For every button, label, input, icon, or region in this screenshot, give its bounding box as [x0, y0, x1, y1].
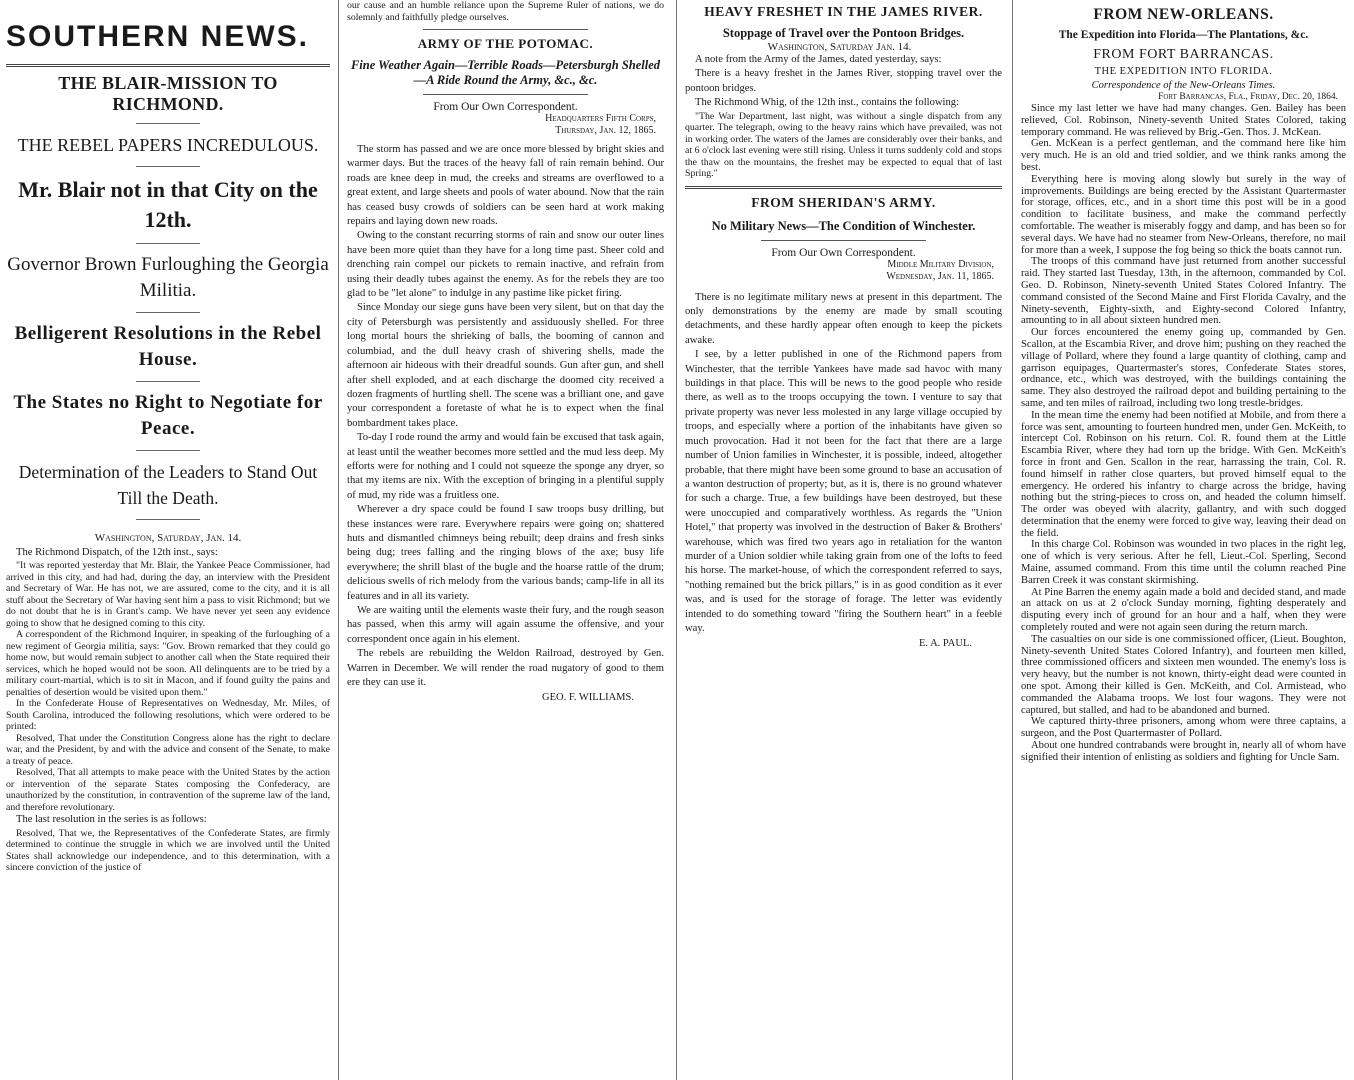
rule: [423, 94, 588, 95]
column-southern-news: [0, 0, 336, 1080]
headline-sheridans-army: FROM SHERIDAN'S ARMY.: [751, 194, 936, 210]
paragraph: There is no legitimate military news at present in this department. The only demonstrations by the enemy are made by small scouting detachments, and these hardly appear often enough to keep the pickets awake.: [685, 291, 1002, 346]
dateline: Washington, Saturday, Jan. 14.: [94, 532, 242, 544]
signature: E. A. PAUL.: [919, 638, 972, 650]
headline-expedition-florida: THE EXPEDITION INTO FLORIDA.: [1094, 66, 1273, 77]
paragraph: The Richmond Dispatch, of the 12th inst., says:: [16, 547, 218, 558]
correspondent-line: From Our Own Correspondent.: [433, 101, 578, 113]
paragraph: In the Confederate House of Representatives on Wednesday, Mr. Miles, of South Carolina, introduced the following resolutions, which were ordered to be printed:: [6, 698, 330, 733]
paragraph: The rebels are rebuilding the Weldon Railroad, destroyed by Gen. Warren in December. We will render the road nugatory of good to them ere they can use it.: [347, 648, 664, 689]
paragraph: There is a heavy freshet in the James River, stopping travel over the pontoon bridges.: [685, 68, 1002, 94]
paragraph: A note from the Army of the James, dated yesterday, says:: [695, 54, 942, 65]
masthead-southern-news: SOUTHERN NEWS.: [6, 20, 310, 53]
headline-blair-mission: THE BLAIR-MISSION TO RICHMOND.: [58, 73, 278, 114]
paragraph: Resolved, That we, the Representatives of the Confederate States, are firmly determined to continue the struggle in which we are involved until the United States shall acknowledge our independence, and to this determination, with a sincere conviction of the justice of: [6, 827, 330, 874]
subheadline-stoppage: Stoppage of Travel over the Pontoon Bridges.: [722, 26, 965, 40]
headline-army-potomac: ARMY OF THE POTOMAC.: [417, 36, 594, 51]
paragraph: The last resolution in the series is as follows:: [16, 814, 207, 826]
column-james-river: [676, 0, 1010, 1080]
paragraph: "It was reported yesterday that Mr. Blair, the Yankee Peace Commissioner, had arrived in this city, and had had, during the day, an interview with the President and Secretary of War. He has not, we are assured, come to the city, and it is all stuff about the Secretary of War having sent him a pass to visit Richmond; but we do not doubt that he is in Grant's camp. We have never yet seen any evidence going to show that he designed coming to this city.: [6, 560, 330, 629]
paragraph: In the mean time the enemy had been notified at Mobile, and from there a force was sent, amounting to fourteen hundred men, under Gen. McKeith, to intercept Col. Robinson on his return. Col. R. found them at the Little Escambia River, where they had torn up the bridge. With Gen. McKeith's force in front and Gen. Scallon in the rear, harrassing the train, Col. R. found himself in rather close quarters, but proved himself equal to the emergency. He ordered his infantry to charge across the bridge, having nothing but the string-pieces to cross on, and headed the column himself. The order was obeyed with alacrity, gallantry, and with such dogged determination that the enemy were forced to give way, leaving their dead on the field.: [1021, 409, 1346, 539]
rule: [685, 186, 1002, 189]
subheadline-expedition: The Expedition into Florida—The Plantations, &c.: [1058, 29, 1309, 41]
paragraph: Since Monday our siege guns have been very silent, but on that day the city of Petersburgh was persistently and assiduously shelled. For three long mortal hours the shrieking of balls, the booming of cannon and columbiad, and the dull heavy crash of shivering shells, made the afternoon air hideous with their dreadful sounds. Gun after gun, and shell after shell exploded, and at each discharge the doomed city received a dozen fragments of hurtling shell. The scene was a brilliant one, and gave your correspondent a foretaste of what he is to expect when the final bombardment takes place.: [347, 302, 664, 429]
subheadline-fine-weather: Fine Weather Again—Terrible Roads—Petersburgh Shelled—A Ride Round the Army, &c., &c.: [350, 58, 661, 87]
headline-states-no-right: The States no Right to Negotiate for Peace.: [13, 392, 323, 439]
paragraph: The storm has passed and we are once more blessed by bright skies and warmer days. But the traces of the heavy fall of rain remain behind. Our roads are knee deep in mud, the creeks and streams are overflowed to a great extent, and large sheets and pools of water abound. Now that the rain has ceased busy crowds of soldiers can be seen hard at work making repairs and laying down new roads.: [347, 144, 664, 228]
rule: [136, 519, 201, 520]
paragraph: Since my last letter we have had many changes. Gen. Bailey has been relieved, Col. Robinson, Ninety-seventh United States Colored, taking temporary command. He was relieved by Brig.-Gen. Thos. J. McKean.: [1021, 103, 1346, 138]
dateline-division: Middle Military Division,: [887, 258, 994, 270]
headline-from-new-orleans: FROM NEW-ORLEANS.: [1093, 6, 1274, 23]
column-new-orleans: [1012, 0, 1354, 1080]
headline-determination: Determination of the Leaders to Stand Out Till the Death.: [18, 462, 318, 508]
headline-governor-brown: Governor Brown Furloughing the Georgia Militia.: [7, 254, 329, 301]
paragraph: Gen. McKean is a perfect gentleman, and the command here like him very much. He is an old and tried soldier, and we think ranks among the best.: [1021, 138, 1346, 173]
dateline: Washington, Saturday Jan. 14.: [767, 41, 912, 53]
rule: [136, 166, 201, 167]
paragraph: Owing to the constant recurring storms of rain and snow our outer lines have been more quiet than they have for a long time past. Sheer cold and drenching rain compel our pickets to remain inactive, and refrain from using their deadly tubes against the enemy. As for the rebels they are too glad to be "let alone" to indulge in any pastime like picket firing.: [347, 230, 664, 300]
rule: [136, 123, 201, 124]
paragraph: Wherever a dry space could be found I saw troops busy drilling, but these instances were rare. Everywhere repairs were going on; shattered huts and dismantled chimneys being rebuilt; deep drains and fresh sinks being dug; trees falling and the ringing blows of the axe; busy life everywhere; the shrill blast of the bugle and the hoarse rattle of the drum; delicious swells of rich melody from the various bands; camp-life in all its features and in all its variety.: [347, 504, 664, 602]
headline-fort-barrancas: FROM FORT BARRANCAS.: [1093, 47, 1274, 62]
paragraph: In this charge Col. Robinson was wounded in two places in the right leg, one of which is very serious. After he fell, Lieut.-Col. Sperling, Second Maine, assumed command. From this time until the column reached Pine Barren Creek it was constant skirmishing.: [1021, 539, 1346, 586]
signature: GEO. F. WILLIAMS.: [541, 692, 634, 704]
dateline: Fort Barrancas, Fla., Friday, Dec. 20, 1864.: [1158, 92, 1338, 102]
paragraph: Our forces encountered the enemy going up, commanded by Gen. Scallon, at the Escambia River, and drove him; pushing on they reached the village of Pollard, where they found a large quantity of clothing, camp and garrison equipages, Quartermaster's stores, Confederate States stores, ordnance, etc., which was destroyed, with the buildings containing the same. They also destroyed the railroad depot and building pertaining to the same, and ten miles of railroad, including two long trestle-bridges.: [1021, 327, 1346, 409]
headline-rebel-papers: THE REBEL PAPERS INCREDULOUS.: [17, 135, 319, 155]
subheadline-no-military-news: No Military News—The Condition of Winchester.: [711, 218, 976, 233]
paragraph: We captured thirty-three prisoners, among whom were three captains, a surgeon, and the Post Quartermaster of Pollard.: [1021, 716, 1346, 740]
dateline-headquarters: Headquarters Fifth Corps,: [545, 113, 656, 124]
rule: [423, 29, 588, 30]
paragraph: To-day I rode round the army and would fain be excused that task again, at least until the weather becomes more settled and the mud less deep. My efforts were for nothing and I could not squeeze the sponge any dryer, so that my items are nix. With the exception of bringing in a plentiful supply of mud, my ride was a fruitless one.: [347, 432, 664, 501]
paragraph: Everything here is moving along slowly but surely in the way of improvements. Buildings are being erected by the Assistant Quartermaster for storage, offices, etc., and in a short time this post will be in a good condition to facilitate business, and make the command perfectly comfortable. The weather is miserably foggy and damp, and has been so for several days. We have had no steamer from New-Orleans, therefore, no mail for more than a week, I suppose the fog being so thick the boats cannot run.: [1021, 173, 1346, 256]
paragraph: At Pine Barren the enemy again made a bold and decided stand, and made an attack on us at 2 o'clock Sunday morning, fighting desperately and disputing every inch of ground for an hour and a half, when they were completely routed and were not again seen during the return march.: [1021, 586, 1346, 634]
rule: [136, 243, 201, 244]
headline-belligerent: Belligerent Resolutions in the Rebel House.: [14, 323, 322, 370]
paragraph: I see, by a letter published in one of the Richmond papers from Winchester, that the terrible Yankees have made sad havoc with many buildings in that place. This will be news to the good people who reside there, as well as to the troops occupying the town. I venture to say that private property was never less molested in any large village occupied by troops, and especially where a portion of the inhabitants have given so much provocation. Had it not been for the fact that there are a large number of Union families in Winchester, it is possible, indeed, altogether probable, that there might have been some ground to base an accusation of a wanton destruction of property; but, as it is, there is no ground whatever for such a charge. True, a few buildings have been destroyed, but these were unoccupied and comparatively worthless. As regards the "Union Hotel," that property was involved in the destruction of Baker & Brothers' warehouse, which was fired two years ago in retaliation for the wanton murder of a Union soldier while taking grain from one of the lofts to feed his horse. The market-house, of which the correspondent referred to says, "nothing remained but the brick pillars," is in as good condition as it ever was, and is used for the storage of forage. The letter was evidently intended to do something toward "firing the Southern heart" in a feeble way.: [685, 349, 1002, 634]
dateline-date: Wednesday, Jan. 11, 1865.: [886, 270, 994, 282]
paragraph-continued: our cause and an humble reliance upon the Supreme Ruler of nations, we do solemnly and faithfully pledge ourselves.: [347, 0, 664, 23]
paragraph: Resolved, That all attempts to make peace with the United States by the action or intervention of the separate States composing the Confederacy, are unauthorized by the constitution, in contravention of the supreme law of the land, and therefore revolutionary.: [6, 767, 330, 813]
paragraph: We are waiting until the elements waste their fury, and the rough season has passed, when this army will again assume the offensive, and your correspondent once again in his element.: [347, 605, 664, 645]
paragraph: A correspondent of the Richmond Inquirer, in speaking of the furloughing of a new regiment of Georgia militia, says: "Gov. Brown remarked that they could go home now, but would remain subject to another call when the State required their services, which he hoped would not be soon. All delinquents are to be tried by a military court-martial, which is to sit in Macon, and if found guilty the pains and penalties of desertion would be visited upon them.": [6, 629, 330, 698]
headline-heavy-freshet: HEAVY FRESHET IN THE JAMES RIVER.: [704, 4, 983, 19]
paragraph: The casualties on our side is one commissioned officer, (Lieut. Boughton, Ninety-seventh United States Colored Infantry), and fourteen men killed, three commissioned officers and sixteen men wounded. The enemy's loss is very heavy, but the number is not known, thirty-eight dead were counted in one spot. Among their killed is Gen. McKeith, and Col. Armistead, who commanded the Alabama troops. We lost four wagons. They were not captured, but stalled, and had to be abandoned and burned.: [1021, 633, 1346, 716]
paragraph: The troops of this command have just returned from another successful raid. They started last Tuesday, 13th, in the afternoon, commanded by Col. Geo. D. Robinson, Ninety-seventh United States Colored Infantry. The command consisted of the Second Maine and First Florida Cavalry, and the Ninety-seventh, Eighty-sixth, and Eighty-second Colored Infantry, amounting to in all about sixteen hundred men.: [1021, 256, 1346, 327]
column-army-potomac: [338, 0, 672, 1080]
correspondent-line: From Our Own Correspondent.: [771, 246, 916, 259]
paragraph: "The War Department, last night, was without a single dispatch from any quarter. The telegraph, owing to the heavy rains which have prevailed, was not in working order. The waters of the James are considerably over their banks, and at 6 o'clock last evening were still rising. Unless it turns suddenly cold and stops the thaw on the mountains, the freshet may be expected to equal that of last Spring.": [685, 110, 1002, 180]
rule: [136, 312, 201, 313]
headline-mr-blair: Mr. Blair not in that City on the 12th.: [18, 177, 318, 232]
paragraph: The Richmond Whig, of the 12th inst., contains the following:: [695, 97, 960, 109]
paragraph: About one hundred contrabands were brought in, nearly all of whom have signified their intention of enlisting as soldiers and fighting for Uncle Sam.: [1021, 740, 1346, 763]
paragraph: Resolved, That under the Constitution Congress alone has the right to declare war, and the President, by and with the advice and consent of the Senate, to make a treaty of peace.: [6, 732, 330, 767]
dateline-date: Thursday, Jan. 12, 1865.: [555, 125, 656, 136]
rule: [6, 64, 330, 67]
rule: [761, 240, 926, 241]
rule: [136, 450, 201, 451]
rule: [136, 381, 201, 382]
correspondent-line: Correspondence of the New-Orleans Times.: [1091, 80, 1276, 91]
